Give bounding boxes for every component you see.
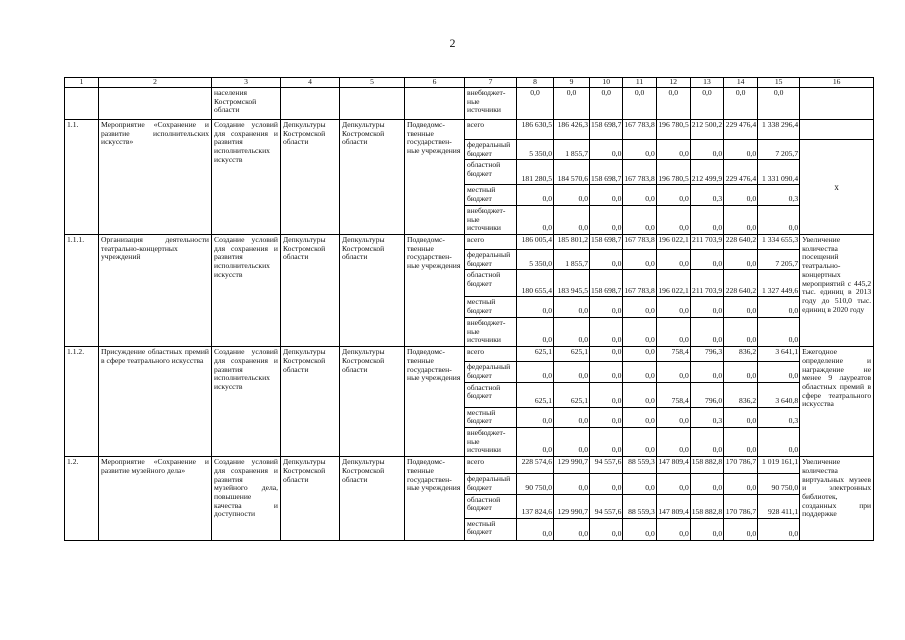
value-cell: 0,3	[758, 185, 800, 205]
value-cell: 158 698,7	[590, 120, 623, 140]
value-cell: 0,0	[690, 140, 723, 160]
source-cell: местный бюджет	[465, 185, 517, 205]
header-cell: 1	[65, 78, 99, 88]
value-cell: 0,0	[590, 140, 623, 160]
item-coexecutor-cell: Депкультуры Костромской области	[281, 235, 340, 347]
value-cell: 0,0	[554, 518, 590, 540]
item-coexecutor-cell: Депкультуры Костромской области	[281, 347, 340, 457]
item-recipient-cell: Подведомс-твенные государствен-ные учреждения	[405, 347, 465, 457]
header-cell: 2	[99, 78, 212, 88]
value-cell: 7 205,7	[758, 250, 800, 270]
source-cell: федеральный бюджет	[465, 250, 517, 270]
value-cell: 186 630,5	[517, 120, 554, 140]
value-cell: 0,0	[517, 427, 554, 456]
item-name-cell: Присуждение областных премий в сфере театрального искусства	[99, 347, 212, 457]
value-cell: 5 350,0	[517, 250, 554, 270]
value-cell: 90 750,0	[758, 474, 800, 494]
item-number-cell: 1.2.	[65, 457, 99, 540]
value-cell: 180 655,4	[517, 270, 554, 297]
value-cell: 0,0	[724, 250, 758, 270]
header-cell: 14	[724, 78, 758, 88]
value-cell: 0,0	[724, 317, 758, 346]
value-cell: 0,0	[623, 205, 656, 234]
value-cell: 0,0	[623, 347, 656, 362]
value-cell: 1 334 655,3	[758, 235, 800, 250]
value-cell: 625,1	[517, 382, 554, 407]
value-cell: 0,3	[690, 185, 723, 205]
value-cell: 0,0	[758, 362, 800, 382]
value-cell: 0,0	[623, 140, 656, 160]
source-cell: областной бюджет	[465, 382, 517, 407]
item-executor-cell: Депкультуры Костромской области	[340, 120, 405, 235]
value-cell: 196 780,5	[656, 120, 690, 140]
value-cell: 0,0	[623, 518, 656, 540]
value-cell: 170 786,7	[724, 494, 758, 518]
value-cell: 158 882,8	[690, 494, 723, 518]
value-cell: 0,0	[758, 88, 800, 120]
value-cell: 158 698,7	[590, 270, 623, 297]
value-cell: 758,4	[656, 347, 690, 362]
value-cell: 0,0	[724, 427, 758, 456]
source-cell: федеральный бюджет	[465, 362, 517, 382]
header-cell: 7	[465, 78, 517, 88]
source-cell: всего	[465, 457, 517, 474]
source-cell: местный бюджет	[465, 297, 517, 317]
value-cell: 88 559,3	[623, 494, 656, 518]
value-cell: 0,0	[554, 297, 590, 317]
value-cell: 1 331 090,4	[758, 160, 800, 185]
header-cell: 5	[340, 78, 405, 88]
result-cell: Увеличение количества виртуальных музеев и электронных библиотек, созданных при поддержке	[800, 457, 874, 540]
value-cell: 94 557,6	[590, 457, 623, 474]
value-cell: 94 557,6	[590, 494, 623, 518]
source-cell: федеральный бюджет	[465, 474, 517, 494]
item-number-cell: 1.1.1.	[65, 235, 99, 347]
value-cell: 211 703,9	[690, 270, 723, 297]
cont-num-cell	[65, 88, 99, 120]
value-cell: 796,3	[690, 347, 723, 362]
value-cell: 0,0	[758, 427, 800, 456]
value-cell: 0,0	[590, 205, 623, 234]
value-cell: 0,0	[517, 205, 554, 234]
item-task-cell: Создание условий для сохранения и развития музейного дела, повышение качества и доступности	[212, 457, 281, 540]
value-cell: 228 574,6	[517, 457, 554, 474]
cont-task-cell: населения Костромской области	[212, 88, 281, 120]
page-number: 2	[449, 36, 456, 50]
cont-recipient-cell	[405, 88, 465, 120]
value-cell: 137 824,6	[517, 494, 554, 518]
value-cell: 212 499,9	[690, 160, 723, 185]
budget-row	[65, 120, 874, 140]
value-cell: 0,0	[724, 362, 758, 382]
value-cell: 0,0	[554, 185, 590, 205]
item-recipient-cell: Подведомс-твенные государствен-ные учреждения	[405, 120, 465, 235]
value-cell: 0,0	[690, 427, 723, 456]
value-cell: 0,0	[656, 317, 690, 346]
value-cell: 228 640,2	[724, 235, 758, 250]
header-cell: 3	[212, 78, 281, 88]
source-cell: всего	[465, 347, 517, 362]
source-cell: местный бюджет	[465, 518, 517, 540]
value-cell: 0,0	[724, 88, 758, 120]
value-cell: 0,0	[623, 250, 656, 270]
item-number-cell: 1.1.2.	[65, 347, 99, 457]
value-cell: 0,0	[590, 347, 623, 362]
value-cell: 0,0	[554, 362, 590, 382]
cont-coexecutor-cell	[281, 88, 340, 120]
value-cell: 625,1	[554, 347, 590, 362]
value-cell: 0,0	[690, 88, 723, 120]
value-cell: 167 783,8	[623, 235, 656, 250]
value-cell: 196 022,1	[656, 270, 690, 297]
item-name-cell: Мероприятие «Сохранение и развитие музейного дела»	[99, 457, 212, 540]
value-cell: 196 022,1	[656, 235, 690, 250]
result-blank-cell	[800, 120, 874, 140]
value-cell: 0,3	[758, 407, 800, 427]
continuation-row	[65, 88, 874, 120]
source-cell: всего	[465, 120, 517, 140]
value-cell: 0,0	[590, 250, 623, 270]
cont-result-cell	[800, 88, 874, 120]
value-cell: 186 005,4	[517, 235, 554, 250]
value-cell: 0,0	[656, 140, 690, 160]
value-cell: 0,0	[623, 474, 656, 494]
item-coexecutor-cell: Депкультуры Костромской области	[281, 120, 340, 235]
value-cell: 7 205,7	[758, 140, 800, 160]
value-cell: 0,0	[724, 474, 758, 494]
value-cell: 836,2	[724, 347, 758, 362]
header-cell: 8	[517, 78, 554, 88]
item-name-cell: Организация деятельности театрально-концертных учреждений	[99, 235, 212, 347]
item-task-cell: Создание условий для сохранения и развития исполнительских искусств	[212, 235, 281, 347]
value-cell: 5 350,0	[517, 140, 554, 160]
value-cell: 1 338 296,4	[758, 120, 800, 140]
value-cell: 0,0	[623, 297, 656, 317]
value-cell: 1 327 449,6	[758, 270, 800, 297]
value-cell: 1 019 161,1	[758, 457, 800, 474]
value-cell: 0,0	[724, 297, 758, 317]
value-cell: 0,0	[656, 205, 690, 234]
value-cell: 0,0	[554, 474, 590, 494]
value-cell: 0,0	[656, 474, 690, 494]
value-cell: 158 698,7	[590, 235, 623, 250]
source-cell: внебюджет-ные источники	[465, 317, 517, 346]
cont-source-cell: внебюджет-ные источники	[465, 88, 517, 120]
value-cell: 212 500,2	[690, 120, 723, 140]
header-cell: 10	[590, 78, 623, 88]
item-task-cell: Создание условий для сохранения и развития исполнительских искусств	[212, 120, 281, 235]
value-cell: 836,2	[724, 382, 758, 407]
value-cell: 758,4	[656, 382, 690, 407]
value-cell: 167 783,8	[623, 270, 656, 297]
value-cell: 0,0	[690, 362, 723, 382]
value-cell: 88 559,3	[623, 457, 656, 474]
item-executor-cell: Депкультуры Костромской области	[340, 347, 405, 457]
value-cell: 158 882,8	[690, 457, 723, 474]
value-cell: 625,1	[517, 347, 554, 362]
header-cell: 9	[554, 78, 590, 88]
header-cell: 12	[656, 78, 690, 88]
value-cell: 0,0	[517, 518, 554, 540]
header-cell: 13	[690, 78, 723, 88]
value-cell: 0,0	[690, 297, 723, 317]
value-cell: 0,0	[656, 427, 690, 456]
value-cell: 0,0	[590, 297, 623, 317]
value-cell: 0,0	[656, 250, 690, 270]
header-cell: 4	[281, 78, 340, 88]
value-cell: 0,0	[554, 88, 590, 120]
value-cell: 129 990,7	[554, 494, 590, 518]
value-cell: 167 783,8	[623, 160, 656, 185]
value-cell: 0,0	[623, 382, 656, 407]
value-cell: 3 640,8	[758, 382, 800, 407]
value-cell: 0,0	[590, 185, 623, 205]
item-recipient-cell: Подведомс-твенные государствен-ные учреждения	[405, 457, 465, 540]
value-cell: 186 426,3	[554, 120, 590, 140]
value-cell: 129 990,7	[554, 457, 590, 474]
source-cell: местный бюджет	[465, 407, 517, 427]
source-cell: областной бюджет	[465, 494, 517, 518]
value-cell: 183 945,5	[554, 270, 590, 297]
source-cell: федеральный бюджет	[465, 140, 517, 160]
source-cell: всего	[465, 235, 517, 250]
source-cell: внебюджет-ные источники	[465, 427, 517, 456]
budget-row	[65, 235, 874, 250]
budget-row	[65, 347, 874, 362]
value-cell: 0,0	[690, 317, 723, 346]
value-cell: 0,0	[554, 407, 590, 427]
value-cell: 0,0	[656, 518, 690, 540]
value-cell: 0,0	[590, 427, 623, 456]
value-cell: 0,0	[623, 407, 656, 427]
value-cell: 0,0	[590, 317, 623, 346]
item-executor-cell: Депкультуры Костромской области	[340, 235, 405, 347]
value-cell: 1 855,7	[554, 140, 590, 160]
value-cell: 0,0	[758, 297, 800, 317]
value-cell: 0,0	[590, 88, 623, 120]
value-cell: 0,0	[590, 407, 623, 427]
value-cell: 185 801,2	[554, 235, 590, 250]
value-cell: 90 750,0	[517, 474, 554, 494]
value-cell: 0,0	[690, 205, 723, 234]
value-cell: 0,0	[724, 205, 758, 234]
value-cell: 0,0	[517, 297, 554, 317]
value-cell: 0,0	[724, 407, 758, 427]
item-coexecutor-cell: Депкультуры Костромской области	[281, 457, 340, 540]
header-cell: 15	[758, 78, 800, 88]
header-row	[65, 78, 874, 88]
value-cell: 0,0	[656, 185, 690, 205]
value-cell: 0,0	[758, 317, 800, 346]
value-cell: 0,0	[623, 88, 656, 120]
value-cell: 0,0	[656, 362, 690, 382]
value-cell: 1 855,7	[554, 250, 590, 270]
value-cell: 0,0	[656, 407, 690, 427]
budget-row	[65, 457, 874, 474]
value-cell: 170 786,7	[724, 457, 758, 474]
value-cell: 0,0	[690, 250, 723, 270]
value-cell: 0,0	[724, 518, 758, 540]
value-cell: 181 280,5	[517, 160, 554, 185]
cont-executor-cell	[340, 88, 405, 120]
source-cell: областной бюджет	[465, 270, 517, 297]
value-cell: 229 476,4	[724, 120, 758, 140]
item-name-cell: Мероприятие «Сохранение и развитие исполнительских искусств»	[99, 120, 212, 235]
source-cell: внебюджет-ные источники	[465, 205, 517, 234]
value-cell: 0,0	[623, 185, 656, 205]
value-cell: 0,0	[724, 185, 758, 205]
value-cell: 0,0	[758, 518, 800, 540]
value-cell: 625,1	[554, 382, 590, 407]
value-cell: 0,0	[554, 205, 590, 234]
value-cell: 167 783,8	[623, 120, 656, 140]
value-cell: 796,0	[690, 382, 723, 407]
result-cell: Увеличение количества посещений театрально-концертных мероприятий с 445,2 тыс. единиц в 2013 году до 510,0 тыс. единиц в 2020 году	[800, 235, 874, 347]
result-cell: х	[800, 140, 874, 235]
value-cell: 0,0	[517, 88, 554, 120]
item-task-cell: Создание условий для сохранения и развития исполнительских искусств	[212, 347, 281, 457]
value-cell: 0,0	[590, 362, 623, 382]
value-cell: 0,0	[590, 382, 623, 407]
source-cell: областной бюджет	[465, 160, 517, 185]
value-cell: 3 641,1	[758, 347, 800, 362]
value-cell: 0,0	[623, 427, 656, 456]
value-cell: 147 809,4	[656, 494, 690, 518]
value-cell: 184 570,6	[554, 160, 590, 185]
value-cell: 0,0	[758, 205, 800, 234]
cont-name-cell	[99, 88, 212, 120]
value-cell: 0,0	[656, 88, 690, 120]
value-cell: 0,0	[590, 518, 623, 540]
value-cell: 0,0	[590, 474, 623, 494]
item-recipient-cell: Подведомс-твенные государствен-ные учреждения	[405, 235, 465, 347]
budget-table	[64, 77, 874, 541]
header-cell: 11	[623, 78, 656, 88]
value-cell: 0,3	[690, 407, 723, 427]
header-cell: 16	[800, 78, 874, 88]
item-number-cell: 1.1.	[65, 120, 99, 235]
value-cell: 928 411,1	[758, 494, 800, 518]
value-cell: 0,0	[554, 317, 590, 346]
value-cell: 229 476,4	[724, 160, 758, 185]
header-cell: 6	[405, 78, 465, 88]
value-cell: 147 809,4	[656, 457, 690, 474]
value-cell: 0,0	[554, 427, 590, 456]
value-cell: 228 640,2	[724, 270, 758, 297]
value-cell: 158 698,7	[590, 160, 623, 185]
result-cell: Ежегодное определение и награждение не менее 9 лауреатов областных премий в сфере театрального искусства	[800, 347, 874, 457]
value-cell: 0,0	[623, 362, 656, 382]
value-cell: 0,0	[517, 362, 554, 382]
value-cell: 0,0	[623, 317, 656, 346]
value-cell: 0,0	[517, 185, 554, 205]
value-cell: 0,0	[690, 474, 723, 494]
value-cell: 0,0	[517, 407, 554, 427]
value-cell: 0,0	[724, 140, 758, 160]
value-cell: 0,0	[690, 518, 723, 540]
value-cell: 211 703,9	[690, 235, 723, 250]
value-cell: 0,0	[656, 297, 690, 317]
item-executor-cell: Депкультуры Костромской области	[340, 457, 405, 540]
value-cell: 0,0	[517, 317, 554, 346]
value-cell: 196 780,5	[656, 160, 690, 185]
